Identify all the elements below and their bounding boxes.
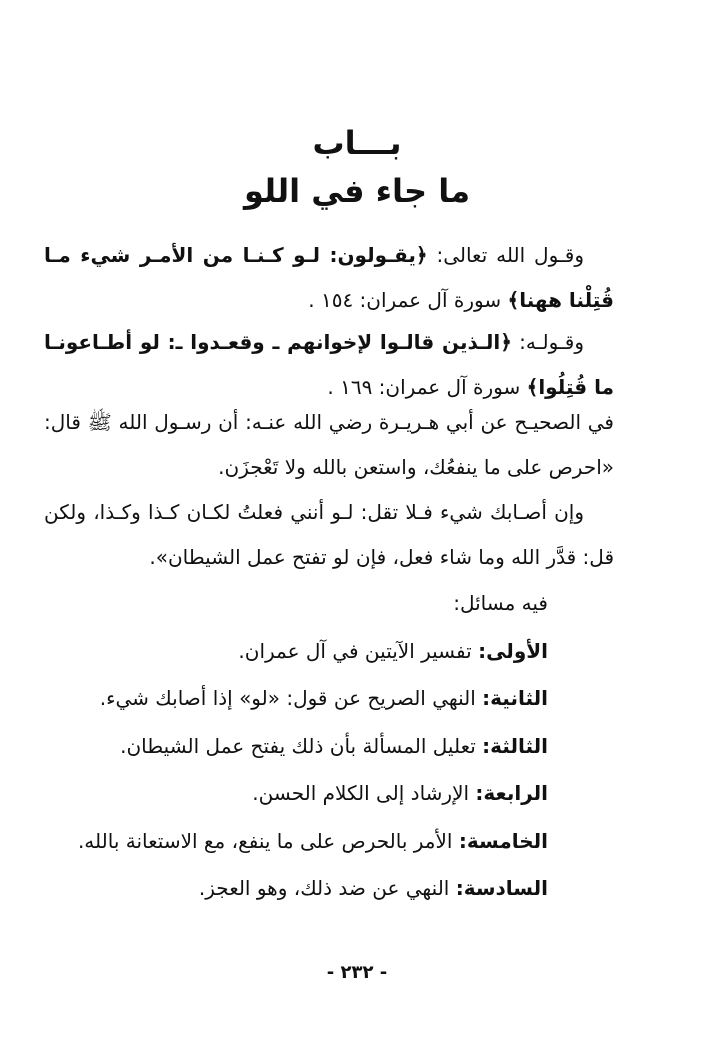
issue-item <box>48 675 548 723</box>
issue-label: الثانية: <box>482 686 548 710</box>
issue-text: النهي الصريح عن قول: «لو» إذا أصابك شيء. <box>99 686 483 710</box>
issue-label: الخامسة: <box>458 828 548 853</box>
issue-item <box>48 818 548 866</box>
page-number: - ٢٣٢ - <box>326 962 388 983</box>
issue-text: تفسير الآيتين في آل عمران. <box>238 638 479 663</box>
verse-reference: سورة آل عمران: ١٦٩ . <box>327 375 527 399</box>
issue-label: الرابعة: <box>475 781 548 805</box>
paragraph-hadith <box>44 400 614 490</box>
hadith-text: في الصحيـح عن أبي هـريـرة رضي الله عنـه: أن رسـول الله ﷺ قال: «احرص على ما ينفعُك، واستعن بالله ولا تَعْجزَن. <box>44 410 614 479</box>
issue-item <box>48 865 548 913</box>
chapter-title: ما جاء في اللو <box>243 172 471 210</box>
paragraph-verse-154 <box>44 233 614 323</box>
issue-text: الأمر بالحرص على ما ينفع، مع الاستعانة بالله. <box>77 828 459 853</box>
issue-text: النهي عن ضد ذلك، وهو العجز. <box>198 876 456 900</box>
hadith-continued-text: وإن أصـابك شيء فـلا تقل: لـو أنني فعلتُ لكـان كـذا وكـذا، ولكن قل: قدَّر الله وما شاء فعل، فإن لو تفتح عمل الشيطان». <box>44 500 614 569</box>
quran-quote: ﴿يقـولون: لـو كـنـا من الأمـر شيء مـا قُتِلْنا ههنا﴾ <box>44 243 614 312</box>
issue-label: الثالثة: <box>482 733 548 758</box>
verse-reference: سورة آل عمران: ١٥٤ . <box>308 288 508 312</box>
issue-item <box>48 628 548 676</box>
issue-text: الإرشاد إلى الكلام الحسن. <box>252 781 476 805</box>
issue-item <box>48 723 548 771</box>
issue-text: تعليل المسألة بأن ذلك يفتح عمل الشيطان. <box>120 733 483 758</box>
paragraph-verse-169 <box>44 320 614 410</box>
quran-quote: ﴿الـذين قالـوا لإخوانهم ـ وقعـدوا ـ: لو أطـاعونـا ما قُتِلُوا﴾ <box>44 330 614 399</box>
chapter-heading: بـــاب <box>312 124 402 162</box>
issues-list <box>48 580 548 913</box>
issue-item <box>48 770 548 818</box>
issue-label: السادسة: <box>455 876 548 900</box>
paragraph-lead: وقـولـه: <box>512 330 584 354</box>
issue-label: الأولى: <box>478 638 548 663</box>
issues-intro: فيه مسائل: <box>453 591 548 615</box>
paragraph-hadith-continued <box>44 490 614 580</box>
paragraph-lead: وقـول الله تعالى: <box>427 243 584 267</box>
